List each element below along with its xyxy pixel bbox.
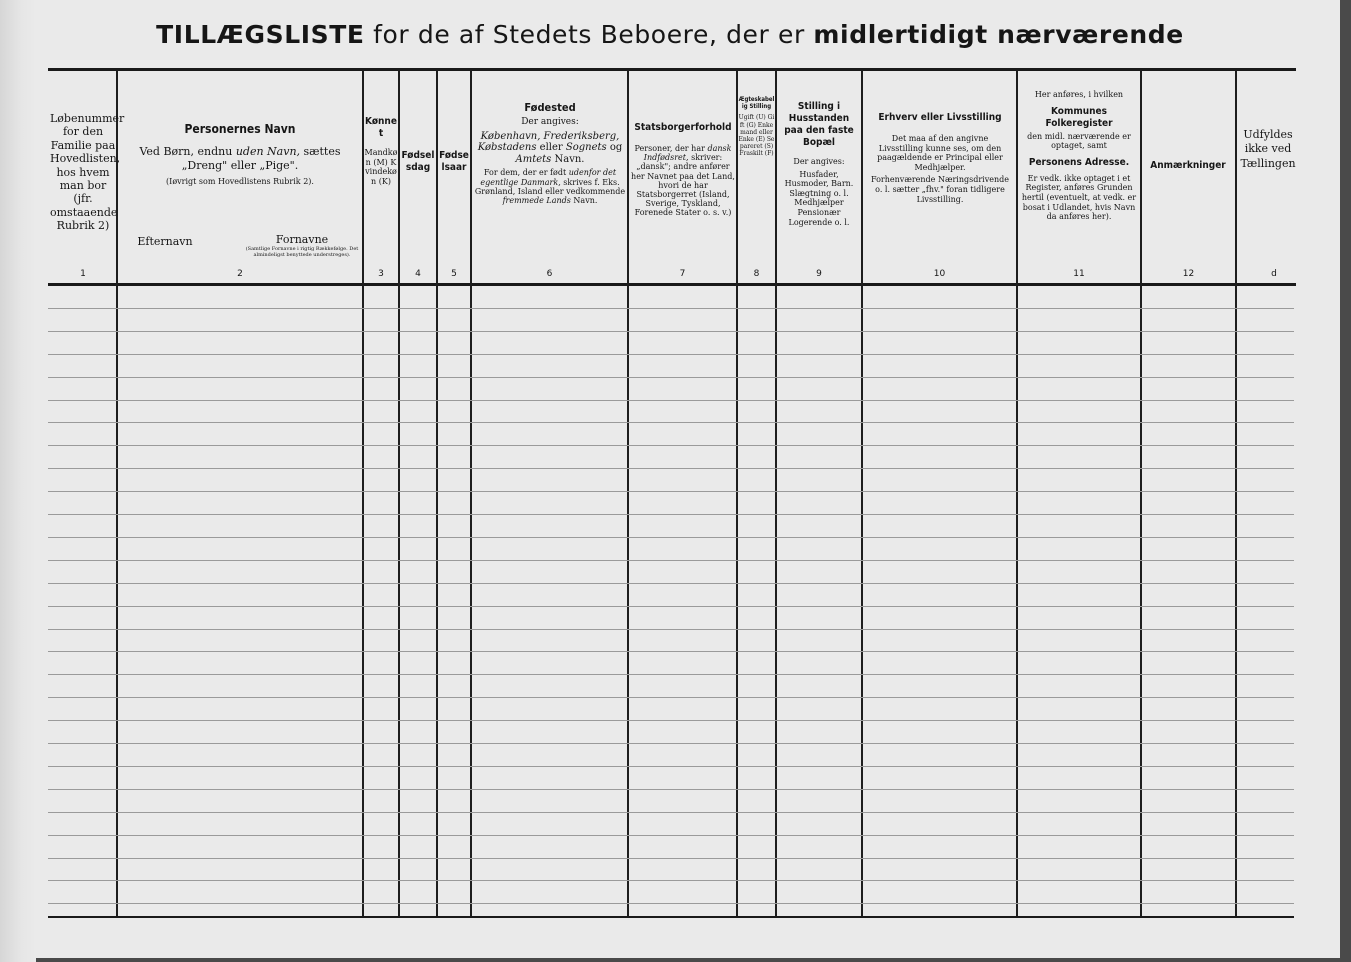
col-number: d xyxy=(1271,269,1277,279)
col-5-header: Fødselsaar xyxy=(439,150,469,173)
bottom-rule xyxy=(48,916,1294,918)
header-bottom-rule xyxy=(48,283,1296,286)
col-number: 12 xyxy=(1182,269,1195,279)
form-title: TILLÆGSLISTE for de af Stedets Beboere, der er midlertidigt nærværende xyxy=(156,20,1184,49)
ruled-row-line xyxy=(48,331,1294,332)
col-8-header: Ægteskabelig Stilling Ugift (U) Gift (G) Enkemand eller Enke (E) Separeret (S) Fraskilt (F) xyxy=(738,96,775,158)
ruled-row-line xyxy=(48,697,1294,698)
ruled-row-line xyxy=(48,445,1294,446)
page-edge xyxy=(0,0,36,962)
col-6-header: Fødested Der angives: København, Frederiksberg, Købstadens eller Sognets og Amtets Navn. For dem, der er født udenfor det egentlige Danmark, skrives f. Eks. Grønland, Island eller vedkommende fremmede Lands Navn. xyxy=(474,101,626,206)
ruled-row-line xyxy=(48,308,1294,309)
col-3-header: Kønnet Mandkøn (M) Kvindekøn (K) xyxy=(364,116,398,186)
col-number: 3 xyxy=(378,269,384,279)
ruled-row-line xyxy=(48,858,1294,859)
ruled-row-line xyxy=(48,812,1294,813)
ruled-row-line xyxy=(48,743,1294,744)
ruled-row-line xyxy=(48,766,1294,767)
ruled-row-line xyxy=(48,468,1294,469)
col-10-header: Erhverv eller Livsstilling Det maa af den angivne Livsstilling kunne ses, om den paagældende er Principal eller Medhjælper. Forhenværende Næringsdrivende o. l. sætter „fhv." foran tidligere Livsstilling. xyxy=(871,112,1009,204)
ruled-row-line xyxy=(48,354,1294,355)
col-2-header: Personernes Navn Ved Børn, endnu uden Navn, sættes „Dreng" eller „Pige". (Iøvrigt som Hovedlistens Rubrik 2). xyxy=(139,122,341,186)
ruled-row-line xyxy=(48,583,1294,584)
ruled-row-line xyxy=(48,606,1294,607)
col-number: 10 xyxy=(933,269,946,279)
ruled-row-line xyxy=(48,400,1294,401)
col-number: 4 xyxy=(415,269,421,279)
ruled-row-line xyxy=(48,377,1294,378)
col-number: 9 xyxy=(816,269,822,279)
col-number: 5 xyxy=(451,269,457,279)
col-1-header: Løbenummer for den Familie paa Hovedlisten, hos hvem man bor (jfr. omstaaende Rubrik 2) xyxy=(50,112,125,233)
col-number: 11 xyxy=(1073,269,1085,279)
ruled-row-line xyxy=(48,651,1294,652)
col-11-header: Her anføres, i hvilken Kommunes Folkeregister den midl. nærværende er optaget, samt Personens Adresse. Er vedk. ikke optaget i et Register, anføres Grunden hertil (eventuelt, at vedk. er bosat i Udlandet, hvis Navn da anføres her). xyxy=(1021,90,1137,222)
top-rule xyxy=(48,68,1296,71)
ruled-row-line xyxy=(48,880,1294,881)
col-2-fornavne: Fornavne (Samtlige Fornavne i rigtig Rækkefølge. Det almindeligst benyttede understreges). xyxy=(245,233,359,259)
ruled-row-line xyxy=(48,560,1294,561)
col-9-header: Stilling i Husstanden paa den faste Bopæl Der angives: Husfader, Husmoder, Barn. Slægtning o. l. Medhjælper Pensionær Logerende o. l. xyxy=(784,101,854,227)
col-number: 7 xyxy=(679,269,686,279)
col-12-header: Anmærkninger xyxy=(1150,160,1226,171)
ruled-row-line xyxy=(48,537,1294,538)
col-number: 8 xyxy=(753,269,760,279)
col-7-header: Statsborgerforhold Personer, der har dansk Indfødsret, skriver: „dansk"; andre anfører her Navnet paa det Land, hvori de har Statsborgerret (Island, Sverige, Tyskland, Forenede Stater o. s. v.) xyxy=(631,122,735,218)
ruled-row-line xyxy=(48,674,1294,675)
ruled-row-line xyxy=(48,903,1294,904)
col-number: 6 xyxy=(546,269,553,279)
col-4-header: Fødselsdag xyxy=(401,150,435,173)
ruled-row-line xyxy=(48,789,1294,790)
ruled-row-line xyxy=(48,514,1294,515)
col-d-header: Udfyldes ikke ved Tællingen xyxy=(1240,128,1296,170)
ruled-row-line xyxy=(48,720,1294,721)
ruled-row-line xyxy=(48,422,1294,423)
ruled-row-line xyxy=(48,491,1294,492)
col-number: 1 xyxy=(80,269,86,279)
col-2-efternavn: Efternavn xyxy=(137,235,193,248)
ruled-row-line xyxy=(48,835,1294,836)
ruled-row-line xyxy=(48,629,1294,630)
col-number: 2 xyxy=(237,269,243,279)
